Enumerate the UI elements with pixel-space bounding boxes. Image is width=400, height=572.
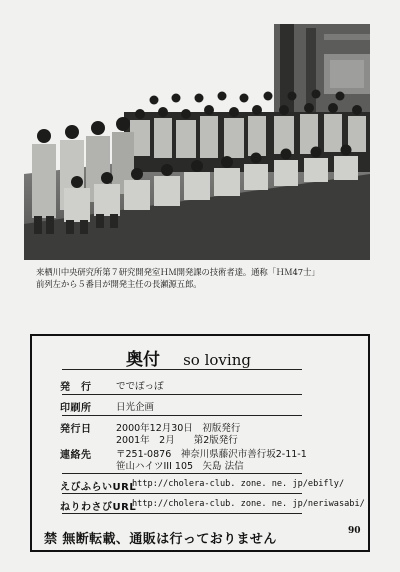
publisher-value: ででぽっぽ (116, 381, 164, 392)
date-line-1: 2000年12月30日 初版発行 (116, 423, 241, 434)
url2-link: http://cholera-club. zone. ne. jp/neriwasabi/ (132, 499, 365, 509)
reprint-notice: 禁 無断転載、通販は行っておりません (44, 532, 277, 547)
page-number: 90 (348, 526, 361, 536)
divider-3 (62, 473, 302, 474)
url2-label: ねりわさびURL (60, 502, 137, 513)
group-photo (24, 24, 370, 260)
caption-line-2: 前列左から５番目が開発主任の長瀬源五郎。 (36, 279, 202, 289)
title-english: so loving (183, 351, 251, 369)
divider-1 (62, 394, 302, 395)
date-line-2: 2001年 2月 第2版発行 (116, 435, 238, 446)
title-japanese: 奥付 (126, 350, 160, 370)
url1-link: http://cholera-club. zone. ne. jp/ebifly/ (132, 479, 345, 489)
photo-caption (36, 266, 376, 290)
colophon-title (126, 345, 251, 370)
contact-label: 連絡先 (60, 450, 92, 461)
contact-line-2: 笹山ハイツIII 105 矢島 法信 (116, 461, 244, 472)
printer-value: 日光企画 (116, 402, 155, 413)
date-label: 発行日 (60, 424, 92, 435)
printer-label: 印刷所 (60, 403, 92, 414)
colophon-box (30, 334, 370, 552)
divider-5 (62, 513, 302, 514)
url1-label: えびふらいURL (60, 482, 137, 493)
divider-2 (62, 415, 302, 416)
divider-4 (62, 493, 302, 494)
publisher-label: 発 行 (60, 382, 92, 393)
contact-line-1: 〒251-0876 神奈川県藤沢市善行坂2-11-1 (116, 449, 307, 460)
title-underline (62, 369, 302, 370)
caption-line-1: 来栖川中央研究所第７研究開発室ＨＭ開発課の技術者達。通称「ＨＭ47士」 (36, 267, 320, 277)
